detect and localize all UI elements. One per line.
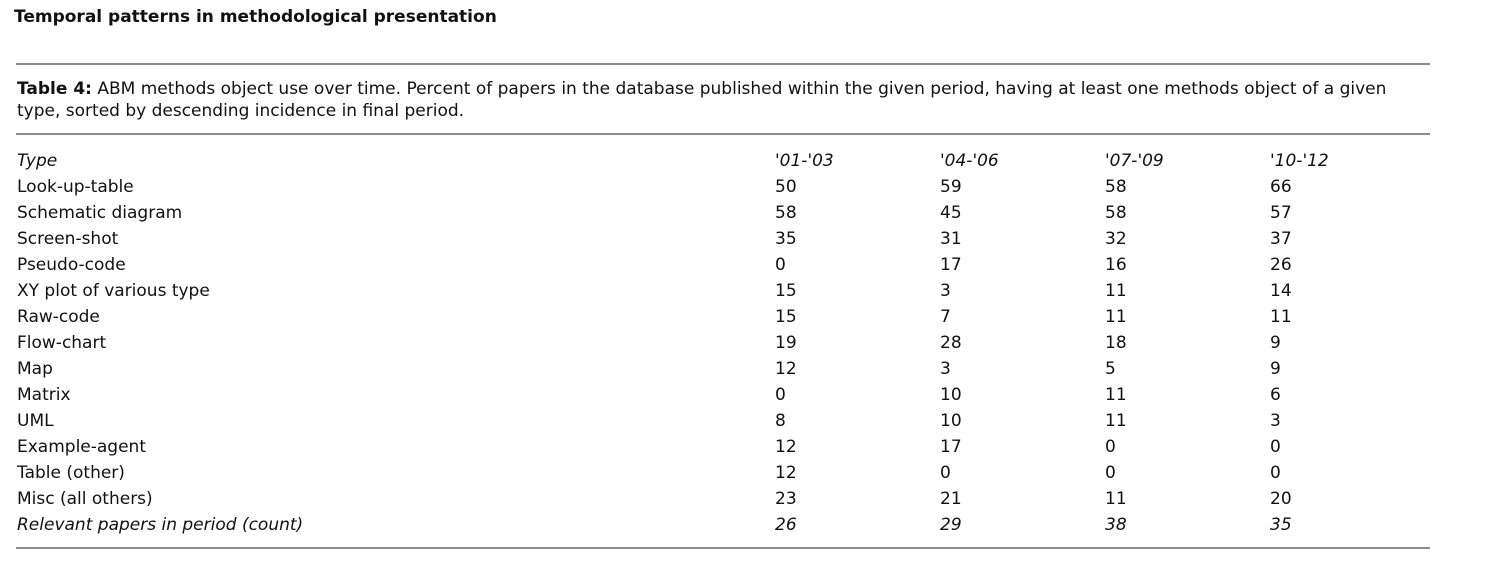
value-cell: 45 [940, 203, 962, 223]
table-top-rule [16, 63, 1430, 65]
section-heading: Temporal patterns in methodological presentation [14, 7, 497, 27]
table-bottom-rule [16, 547, 1430, 549]
value-cell: 32 [1105, 229, 1127, 249]
type-cell: Schematic diagram [17, 203, 183, 223]
value-cell: 3 [940, 281, 951, 301]
header-period-cell: '01-'03 [775, 151, 834, 171]
value-cell: 31 [940, 229, 962, 249]
value-cell: 6 [1270, 385, 1281, 405]
table-row [17, 330, 1435, 356]
value-cell: 0 [1105, 463, 1116, 483]
value-cell: 0 [775, 385, 786, 405]
type-cell: Example-agent [17, 437, 146, 457]
table-body [17, 148, 1435, 538]
value-cell: 35 [775, 229, 797, 249]
value-cell: 12 [775, 463, 797, 483]
value-cell: 5 [1105, 359, 1116, 379]
value-cell: 18 [1105, 333, 1127, 353]
header-period-cell: '04-'06 [940, 151, 999, 171]
value-cell: 0 [775, 255, 786, 275]
value-cell: 9 [1270, 333, 1281, 353]
value-cell: 0 [1105, 437, 1116, 457]
table-footer-row [17, 512, 1435, 538]
value-cell: 37 [1270, 229, 1292, 249]
value-cell: 59 [940, 177, 962, 197]
table-row [17, 278, 1435, 304]
value-cell: 21 [940, 489, 962, 509]
table-row [17, 174, 1435, 200]
table-row [17, 200, 1435, 226]
value-cell: 26 [1270, 255, 1292, 275]
type-cell: Raw-code [17, 307, 100, 327]
value-cell: 58 [1105, 177, 1127, 197]
table-row [17, 460, 1435, 486]
value-cell: 16 [1105, 255, 1127, 275]
table-header-rule [16, 133, 1430, 135]
table-row [17, 252, 1435, 278]
value-cell: 58 [1105, 203, 1127, 223]
type-cell: Relevant papers in period (count) [17, 515, 304, 535]
methods-object-table [17, 148, 1435, 538]
type-cell: Table (other) [17, 463, 125, 483]
value-cell: 11 [1105, 307, 1127, 327]
table-row [17, 226, 1435, 252]
value-cell: 23 [775, 489, 797, 509]
type-cell: Look-up-table [17, 177, 134, 197]
value-cell: 66 [1270, 177, 1292, 197]
value-cell: 15 [775, 281, 797, 301]
value-cell: 38 [1105, 515, 1127, 535]
type-cell: Flow-chart [17, 333, 107, 353]
value-cell: 15 [775, 307, 797, 327]
value-cell: 10 [940, 385, 962, 405]
value-cell: 10 [940, 411, 962, 431]
value-cell: 35 [1270, 515, 1292, 535]
value-cell: 12 [775, 437, 797, 457]
table-row [17, 408, 1435, 434]
value-cell: 57 [1270, 203, 1292, 223]
value-cell: 11 [1105, 385, 1127, 405]
value-cell: 3 [940, 359, 951, 379]
value-cell: 0 [940, 463, 951, 483]
table-row [17, 304, 1435, 330]
type-cell: Screen-shot [17, 229, 119, 249]
value-cell: 0 [1270, 437, 1281, 457]
table-row [17, 434, 1435, 460]
type-cell: Matrix [17, 385, 71, 405]
value-cell: 0 [1270, 463, 1281, 483]
value-cell: 3 [1270, 411, 1281, 431]
value-cell: 9 [1270, 359, 1281, 379]
value-cell: 29 [940, 515, 962, 535]
value-cell: 17 [940, 255, 962, 275]
value-cell: 11 [1105, 489, 1127, 509]
value-cell: 58 [775, 203, 797, 223]
table-header-row [17, 148, 1435, 174]
value-cell: 14 [1270, 281, 1292, 301]
table-row [17, 356, 1435, 382]
table-row [17, 382, 1435, 408]
type-cell: Pseudo-code [17, 255, 126, 275]
value-cell: 20 [1270, 489, 1292, 509]
header-period-cell: '10-'12 [1270, 151, 1329, 171]
value-cell: 26 [775, 515, 797, 535]
type-cell: XY plot of various type [17, 281, 210, 301]
value-cell: 19 [775, 333, 797, 353]
value-cell: 11 [1105, 411, 1127, 431]
type-cell: UML [17, 411, 54, 431]
table-caption [17, 78, 1429, 122]
table-caption-label: Table 4: [17, 79, 92, 99]
value-cell: 50 [775, 177, 797, 197]
type-cell: Map [17, 359, 53, 379]
value-cell: 28 [940, 333, 962, 353]
value-cell: 11 [1270, 307, 1292, 327]
table-row [17, 486, 1435, 512]
type-cell: Misc (all others) [17, 489, 153, 509]
value-cell: 11 [1105, 281, 1127, 301]
table-caption-text: ABM methods object use over time. Percent of papers in the database published within the given period, having at least one methods object of a given type, sorted by descending incidence in final period. [17, 79, 1387, 121]
value-cell: 17 [940, 437, 962, 457]
value-cell: 12 [775, 359, 797, 379]
value-cell: 8 [775, 411, 786, 431]
value-cell: 7 [940, 307, 951, 327]
header-period-cell: '07-'09 [1105, 151, 1164, 171]
header-type-cell: Type [17, 151, 58, 171]
